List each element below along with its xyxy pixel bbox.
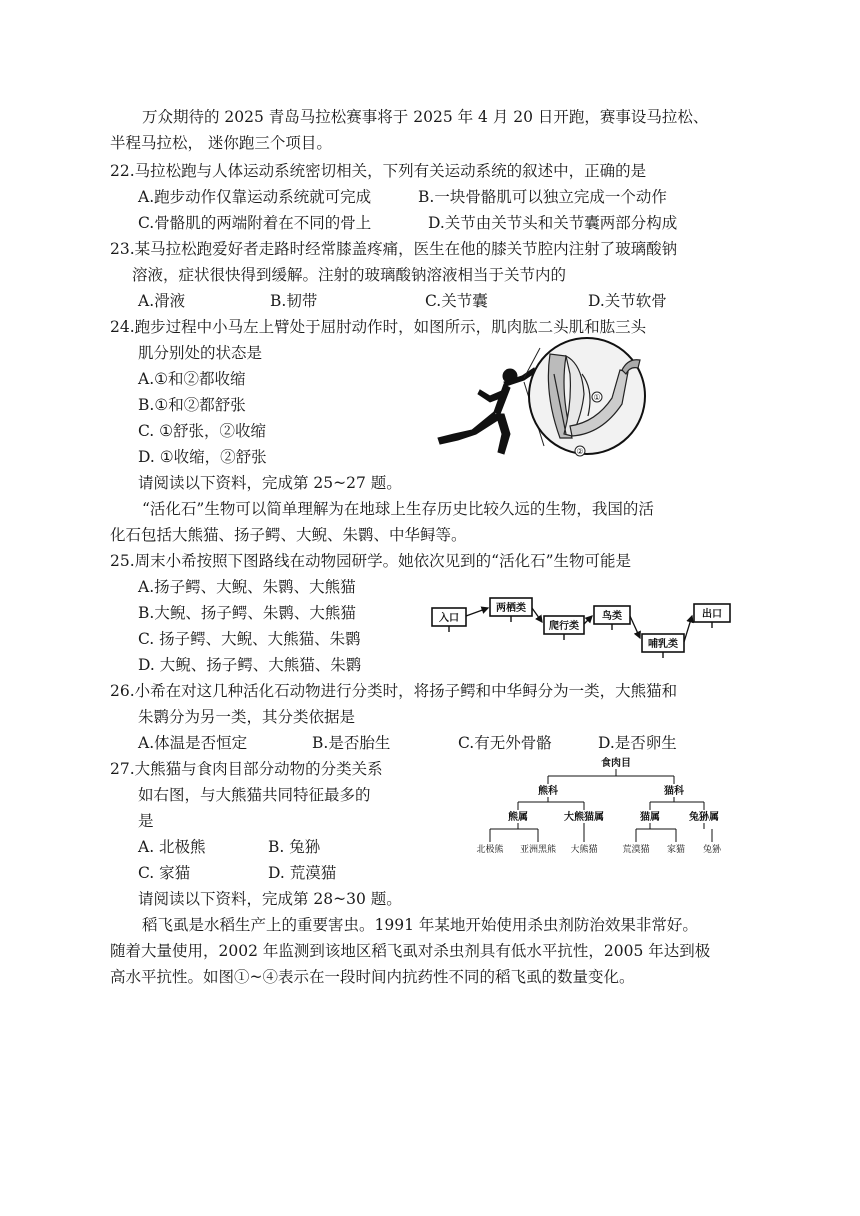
q25-stem: 25.周末小希按照下图路线在动物园研学。她依次见到的“活化石”生物可能是 <box>110 552 632 570</box>
route-arrow-3 <box>584 616 592 624</box>
q25-option-a: A.扬子鳄、大鲵、朱鹮、大熊猫 <box>138 578 356 596</box>
q22-option-a: A.跑步动作仅靠运动系统就可完成 <box>138 188 372 206</box>
tree-genus-4: 兔狲属 <box>689 812 719 823</box>
q27-option-d: D. 荒漠猫 <box>268 864 337 882</box>
route-label-0: 入口 <box>439 613 459 624</box>
q22-option-c: C.骨骼肌的两端附着在不同的骨上 <box>138 214 372 232</box>
q26-stem-2: 朱鹮分为另一类，其分类依据是 <box>138 708 356 726</box>
q23-option-a: A.滑液 <box>138 292 186 310</box>
q24-stem-1: 24.跑步过程中小马左上臂处于屈肘动作时，如图所示，肌肉肱二头肌和肱三头 <box>110 318 647 336</box>
q22-stem: 22.马拉松跑与人体运动系统密切相关，下列有关运动系统的叙述中，正确的是 <box>110 162 647 180</box>
route-arrow-5 <box>684 616 692 642</box>
taxonomy-tree-figure <box>466 754 736 858</box>
arm-detail-circle <box>529 338 645 454</box>
read2-line-1: 请阅读以下资料，完成第 28~30 题。 <box>138 890 402 908</box>
runner-silhouette <box>438 368 536 454</box>
read1-line-1: 请阅读以下资料，完成第 25~27 题。 <box>138 474 402 492</box>
fig-label-2: ② <box>576 447 584 456</box>
tree-species-3: 荒漠猫 <box>622 845 650 855</box>
q27-stem-2: 如右图，与大熊猫共同特征最多的 <box>138 786 371 804</box>
q25-option-b: B.大鲵、扬子鳄、朱鹮、大熊猫 <box>138 604 356 622</box>
route-label-2: 爬行类 <box>549 621 579 632</box>
q23-option-c: C.关节囊 <box>425 292 488 310</box>
zoo-route-figure <box>428 594 748 666</box>
tree-lines <box>490 769 712 842</box>
route-arrow-4 <box>630 616 640 638</box>
intro-line-1: 万众期待的 2025 青岛马拉松赛事将于 2025 年 4 月 20 日开跑，赛事设马拉松、 <box>142 108 709 126</box>
q24-stem-2: 肌分别处的状态是 <box>138 344 263 362</box>
read1-line-3: 化石包括大熊猫、扬子鳄、大鲵、朱鹮、中华鲟等。 <box>110 526 467 544</box>
read1-line-2: “活化石”生物可以简单理解为在地球上生存历史比较久远的生物，我国的活 <box>142 500 654 518</box>
runner-arm-figure <box>432 334 650 464</box>
q23-stem-2: 溶液，症状很快得到缓解。注射的玻璃酸钠溶液相当于关节内的 <box>132 266 567 284</box>
tree-genus-2: 大熊猫属 <box>564 812 604 823</box>
q26-option-c: C.有无外骨骼 <box>458 734 552 752</box>
tree-species-5: 兔狲 <box>702 845 722 855</box>
route-label-4: 哺乳类 <box>648 639 678 650</box>
route-label-5: 出口 <box>702 609 722 620</box>
q26-stem-1: 26.小希在对这几种活化石动物进行分类时，将扬子鳄和中华鲟分为一类，大熊猫和 <box>110 682 678 700</box>
q26-option-a: A.体温是否恒定 <box>138 734 248 752</box>
q27-option-c: C. 家猫 <box>138 864 191 882</box>
tree-species-4: 家猫 <box>666 845 686 855</box>
q24-option-d: D. ①收缩，②舒张 <box>138 448 267 466</box>
read2-line-3: 随着大量使用，2002 年监测到该地区稻飞虱对杀虫剂具有低水平抗性，2005 年达到极 <box>110 942 711 960</box>
tree-species-1: 亚洲黑熊 <box>519 845 557 855</box>
read2-line-2: 稻飞虱是水稻生产上的重要害虫。1991 年某地开始使用杀虫剂防治效果非常好。 <box>142 916 698 934</box>
read2-line-4: 高水平抗性。如图①~④表示在一段时间内抗药性不同的稻飞虱的数量变化。 <box>110 968 635 986</box>
q27-option-a: A. 北极熊 <box>138 838 206 856</box>
tree-family-1: 熊科 <box>538 786 558 797</box>
tree-family-2: 猫科 <box>664 786 684 797</box>
tree-species-2: 大熊猫 <box>570 845 598 855</box>
q25-option-c: C. 扬子鳄、大鲵、大熊猫、朱鹮 <box>138 630 361 648</box>
fig-label-1: ① <box>593 393 601 402</box>
route-arrow-1 <box>466 608 488 616</box>
q27-stem-1: 27.大熊猫与食肉目部分动物的分类关系 <box>110 760 383 778</box>
q22-option-b: B.一块骨骼肌可以独立完成一个动作 <box>418 188 667 206</box>
q24-option-b: B.①和②都舒张 <box>138 396 246 414</box>
q24-option-a: A.①和②都收缩 <box>138 370 246 388</box>
tree-genus-1: 熊属 <box>508 812 528 823</box>
q23-option-d: D.关节软骨 <box>588 292 667 310</box>
intro-line-2: 半程马拉松， 迷你跑三个项目。 <box>110 134 332 152</box>
q27-option-b: B. 兔狲 <box>268 838 321 856</box>
tree-order: 食肉目 <box>601 758 631 769</box>
q22-option-d: D.关节由关节头和关节囊两部分构成 <box>428 214 678 232</box>
route-label-3: 鸟类 <box>602 611 622 622</box>
q23-stem-1: 23.某马拉松跑爱好者走路时经常膝盖疼痛，医生在他的膝关节腔内注射了玻璃酸钠 <box>110 240 678 258</box>
route-arrow-2 <box>532 608 542 622</box>
tree-species-0: 北极熊 <box>476 845 504 855</box>
route-label-1: 两栖类 <box>496 603 526 614</box>
tree-genus-3: 猫属 <box>640 812 660 823</box>
q26-option-b: B.是否胎生 <box>312 734 391 752</box>
q26-option-d: D.是否卵生 <box>598 734 677 752</box>
q24-option-c: C. ①舒张，②收缩 <box>138 422 267 440</box>
q23-option-b: B.韧带 <box>270 292 318 310</box>
q25-option-d: D. 大鲵、扬子鳄、大熊猫、朱鹮 <box>138 656 362 674</box>
q27-stem-3: 是 <box>138 812 154 830</box>
